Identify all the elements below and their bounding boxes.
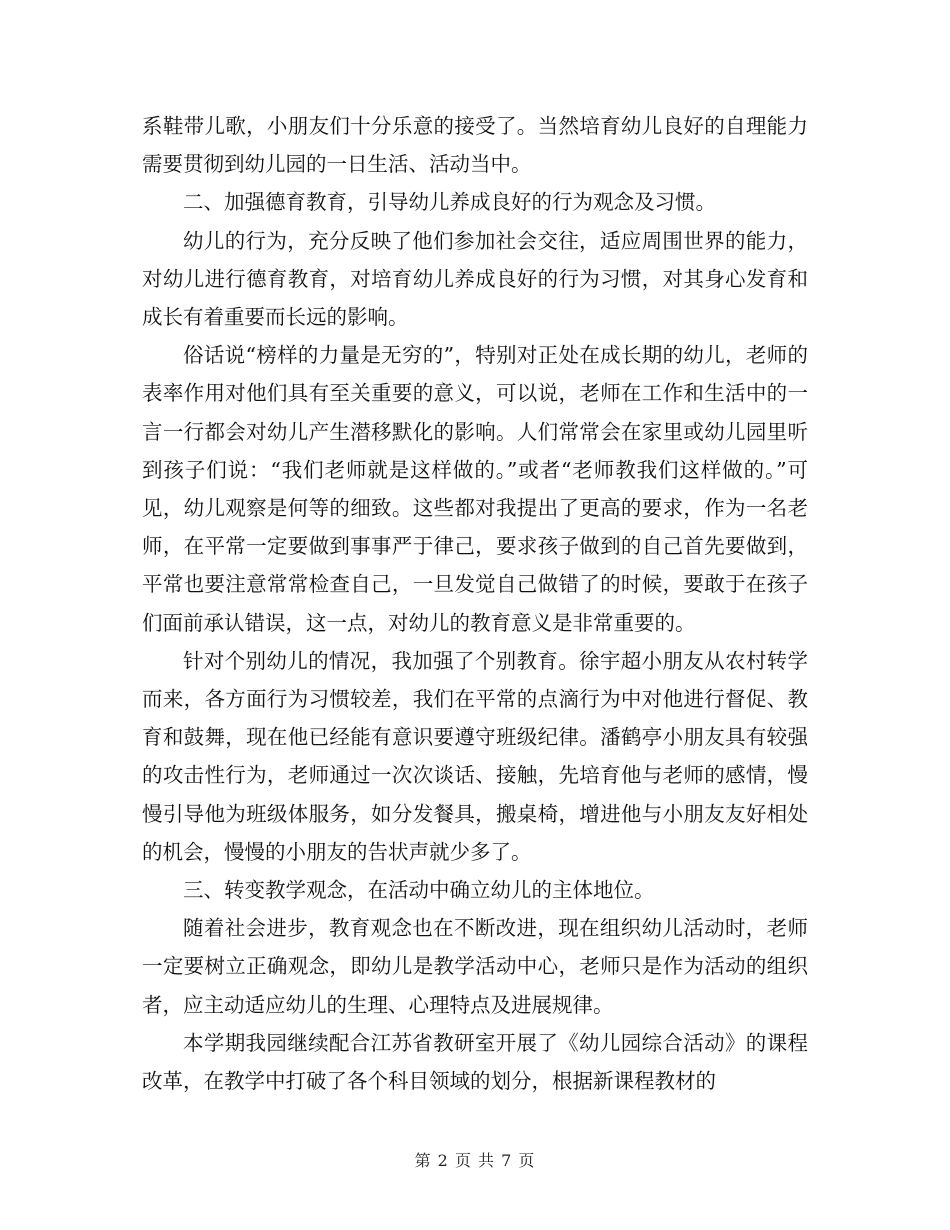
paragraph-2-heading: 二、加强德育教育，引导幼儿养成良好的行为观念及习惯。 (183, 190, 716, 215)
paragraph-3: 幼儿的行为，充分反映了他们参加社会交往，适应周围世界的能力，对幼儿进行德育教育，对培育幼儿养成良好的行为习惯，对其身心发育和成长有着重要而长远的影响。 (142, 228, 808, 330)
paragraph-7: 随着社会进步，教育观念也在不断改进，现在组织幼儿活动时，老师一定要树立正确观念，即幼儿是教学活动中心，老师只是作为活动的组织者，应主动适应幼儿的生理、心理特点及进展规律。 (142, 916, 808, 1017)
paragraph-4: 俗话说“榜样的力量是无穷的”，特别对正处在成长期的幼儿，老师的表率作用对他们具有至关重要的意义，可以说，老师在工作和生活中的一言一行都会对幼儿产生潜移默化的影响。人们常常会在家里或幼儿园里听到孩子们说：“我们老师就是这样做的。”或者“老师教我们这样做的。”可见，幼儿观察是何等的细致。这些都对我提出了更高的要求，作为一名老师，在平常一定要做到事事严于律己，要求孩子做到的自己首先要做到，平常也要注意常常检查自己，一旦发觉自己做错了的时候，要敢于在孩子们面前承认错误，这一点，对幼儿的教育意义是非常重要的。 (142, 343, 808, 635)
paragraph-5: 针对个别幼儿的情况，我加强了个别教育。徐宇超小朋友从农村转学而来，各方面行为习惯较差，我们在平常的点滴行为中对他进行督促、教育和鼓舞，现在他已经能有意识要遵守班级纪律。潘鹤亭小朋友具有较强的攻击性行为，老师通过一次次谈话、接触，先培育他与老师的感情，慢慢引导他为班级体服务，如分发餐具，搬桌椅，增进他与小朋友友好相处的机会，慢慢的小朋友的告状声就少多了。 (142, 648, 808, 864)
paragraph-1: 系鞋带儿歌，小朋友们十分乐意的接受了。当然培育幼儿良好的自理能力需要贯彻到幼儿园的一日生活、活动当中。 (142, 114, 808, 177)
page-number-footer: 第 2 页 共 7 页 (414, 1151, 536, 1170)
document-body (142, 107, 808, 1100)
paragraph-6-heading: 三、转变教学观念，在活动中确立幼儿的主体地位。 (183, 878, 655, 903)
paragraph-8: 本学期我园继续配合江苏省教研室开展了《幼儿园综合活动》的课程改革，在教学中打破了各个科目领域的划分，根据新课程教材的 (142, 1030, 808, 1094)
